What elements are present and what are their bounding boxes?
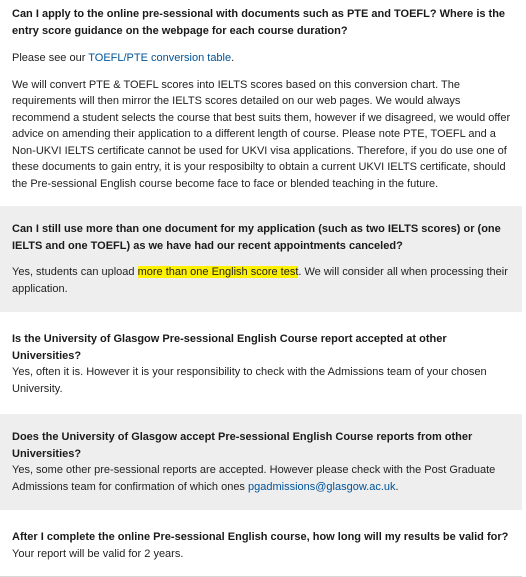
faq-question: Can I apply to the online pre-sessional with documents such as PTE and TOEFL? Where is the entry score guidance on the webpage for each course duration? [12,8,506,37]
faq-answer: Your report will be valid for 2 years. [12,547,184,560]
faq-item-report-accepted-elsewhere [0,312,522,414]
toefl-pte-conversion-link[interactable]: TOEFL/PTE conversion table [88,52,232,64]
pgadmissions-email-link[interactable]: pgadmissions@glasgow.ac.uk [248,480,396,493]
faq-answer: Yes, some other pre-sessional reports are accepted. However please check with the Post Graduate Admissions team for confirmation of which ones pgadmissions@glasgow.ac.uk. [12,464,496,493]
faq-question: Does the University of Glasgow accept Pre-sessional English Course reports from other Universities? [12,431,473,460]
faq-item-multiple-documents [0,206,522,312]
faq-answer: We will convert PTE & TOEFL scores into IELTS scores based on this conversion chart. The requirements will then mirror the IELTS scores detailed on our web pages. We would always recommend a student selects the course that best suits them, however if we disagreed, we would offer advice on amending their application to a different length of course. Please note PTE, TOEFL and a Non-UKVI IELTS certificate cannot be used for UKVI visa applications. Therefore, if you do use one of these documents to gain entry, it is your resposibilty to obtain a current UKVI IELTS certificate, should the Pre-sessional English course become face to face or blended teaching in the future. [12,78,511,190]
highlighted-text: more than one English score test [137,266,299,278]
faq-answer: Yes, often it is. However it is your responsibility to check with the Admissions team of your chosen University. [12,366,487,395]
faq-question: After I complete the online Pre-sessional English course, how long will my results be valid for? [12,531,509,543]
faq-item-reports-from-others [0,414,522,510]
faq-intro: Please see our TOEFL/PTE conversion table. [12,52,235,64]
faq-item-pte-toefl [0,0,522,206]
faq-answer: Yes, students can upload more than one English score test. We will consider all when processing their application. [12,266,508,295]
faq-question: Can I still use more than one document for my application (such as two IELTS scores) or (one IELTS and one TOEFL) as we have had our recent appointments canceled? [12,223,501,252]
faq-item-results-validity [0,510,522,576]
faq-question: Is the University of Glasgow Pre-sessional English Course report accepted at other Universities? [12,333,447,362]
